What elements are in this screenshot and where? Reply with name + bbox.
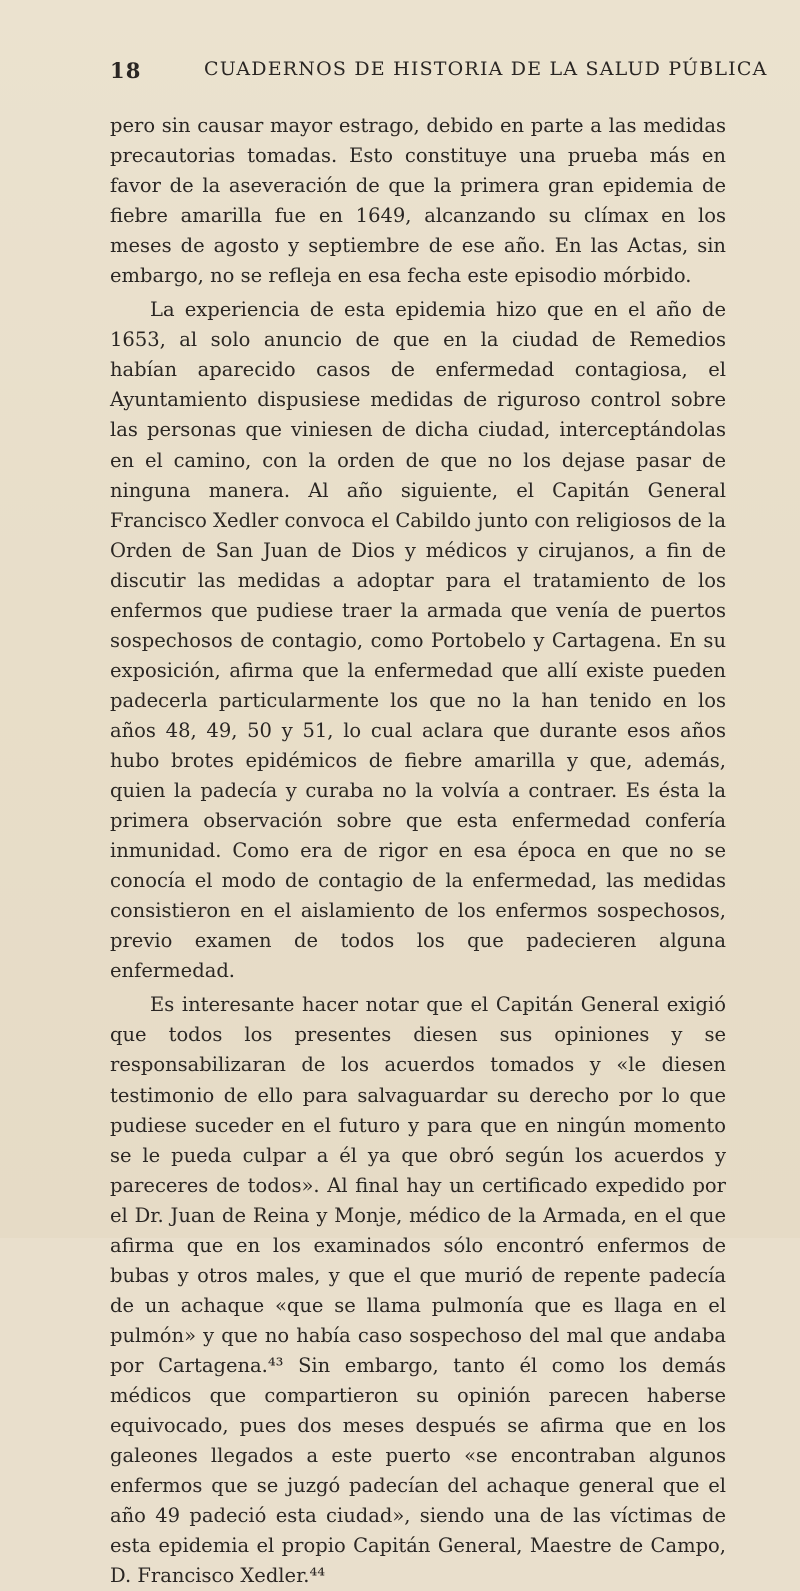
paragraph: La experiencia de esta epidemia hizo que en el año de 1653, al solo anuncio de que en la ciudad de Remedios habían aparecido casos de enfermedad contagiosa, el Ayuntamiento dispusiese medidas de riguroso control sobre las personas que viniesen de dicha ciudad, interceptándolas en el camino, con la orden de que no los dejase pasar de ninguna manera. Al año siguiente, el Capitán General Francisco Xedler convoca el Cabildo junto con religiosos de la Orden de San Juan de Dios y médicos y cirujanos, a fin de discutir las medidas a adoptar para el tratamiento de los enfermos que pudiese traer la armada que venía de puertos sospechosos de contagio, como Portobelo y Cartagena. En su exposición, afirma que la enfermedad que allí existe pueden padecerla particularmente los que no la han tenido en los años 48, 49, 50 y 51, lo cual aclara que durante esos años hubo brotes epidémicos de fiebre amarilla y que, además, quien la padecía y curaba no la volvía a contraer. Es ésta la primera observación sobre que esta enfermedad confería inmunidad. Como era de rigor en esa época en que no se conocía el modo de contagio de la enfermedad, las medidas consistieron en el aislamiento de los enfermos sospechosos, previo examen de todos los que padecieren alguna enfermedad. — [110, 298, 726, 983]
paragraph-continuation: pero sin causar mayor estrago, debido en parte a las medidas precautorias tomadas. Esto constituye una prueba más en favor de la aseveración de que la primera gran epidemia de fiebre amarilla fue en 1649, alcanzando su clímax en los meses de agosto y septiembre de ese año. En las Actas, sin embargo, no se refleja en esa fecha este episodio mórbido. — [110, 114, 726, 288]
running-header — [110, 58, 768, 88]
running-title: CUADERNOS DE HISTORIA DE LA SALUD PÚBLICA — [204, 58, 768, 80]
page-number: 18 — [110, 58, 142, 83]
paragraph: Es interesante hacer notar que el Capitán General exigió que todos los presentes diesen sus opiniones y se responsabilizaran de los acuerdos tomados y «le diesen testimonio de ello para salvaguardar su derecho por lo que pudiese suceder en el futuro y para que en ningún momento se le pueda culpar a él ya que obró según los acuerdos y pareceres de todos». Al final hay un certificado expedido por el Dr. Juan de Reina y Monje, médico de la Armada, en el que afirma que en los examinados sólo encontró enfermos de bubas y otros males, y que el que murió de repente padecía de un achaque «que se llama pulmonía que es llaga en el pulmón» y que no había caso sospechoso del mal que andaba por Cartagena.⁴³ Sin embargo, tanto él como los demás médicos que compartieron su opinión parecen haberse equivocado, pues dos meses después se afirma que en los galeones llegados a este puerto «se encontraban algunos enfermos que se juzgó padecían del achaque general que el año 49 padeció esta ciudad», siendo una de las víctimas de esta epidemia el propio Capitán General, Maestre de Campo, D. Francisco Xedler.⁴⁴ — [110, 993, 726, 1588]
body-text — [110, 111, 726, 1591]
